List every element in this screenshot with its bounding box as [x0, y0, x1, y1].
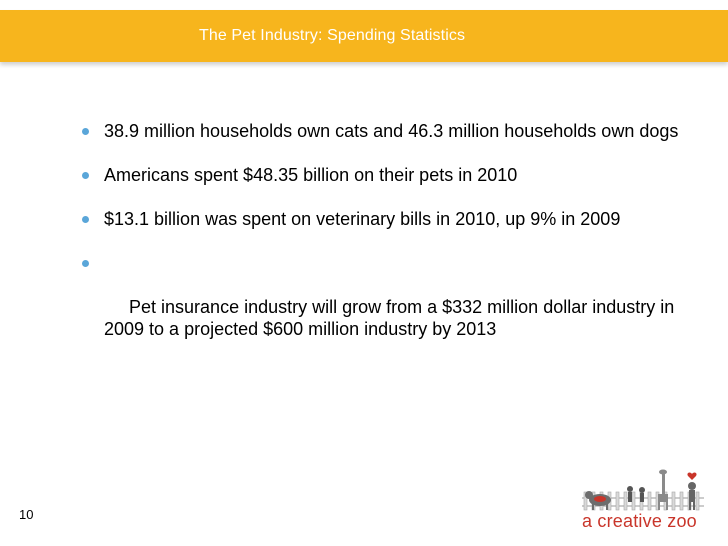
- zoo-animals-icon: [580, 468, 708, 512]
- bullet-item: [78, 164, 698, 186]
- bullet-dot-icon: [82, 172, 89, 179]
- bullet-text: Pet insurance industry will grow from a $332 million dollar industry in 2009 to a projected $600 million industry by 2013: [104, 297, 680, 339]
- bullet-dot-icon: [82, 128, 89, 135]
- bullet-item: [78, 252, 698, 362]
- bullet-text: $13.1 billion was spent on veterinary bills in 2010, up 9% in 2009: [104, 209, 621, 229]
- bullet-text: 38.9 million households own cats and 46.3 million households own dogs: [104, 121, 679, 141]
- logo-text: a creative zoo: [582, 511, 697, 531]
- bullet-dot-icon: [82, 216, 89, 223]
- bullet-list: [78, 120, 698, 384]
- creative-zoo-logo: [580, 468, 708, 534]
- bullet-text: Americans spent $48.35 billion on their pets in 2010: [104, 165, 518, 185]
- slide-title: The Pet Industry: Spending Statistics: [199, 27, 466, 44]
- bullet-item: [78, 208, 698, 230]
- bullet-dot-icon: [82, 260, 89, 267]
- page-number: 10: [19, 507, 34, 522]
- title-bar: [0, 10, 728, 62]
- bullet-item: [78, 120, 698, 142]
